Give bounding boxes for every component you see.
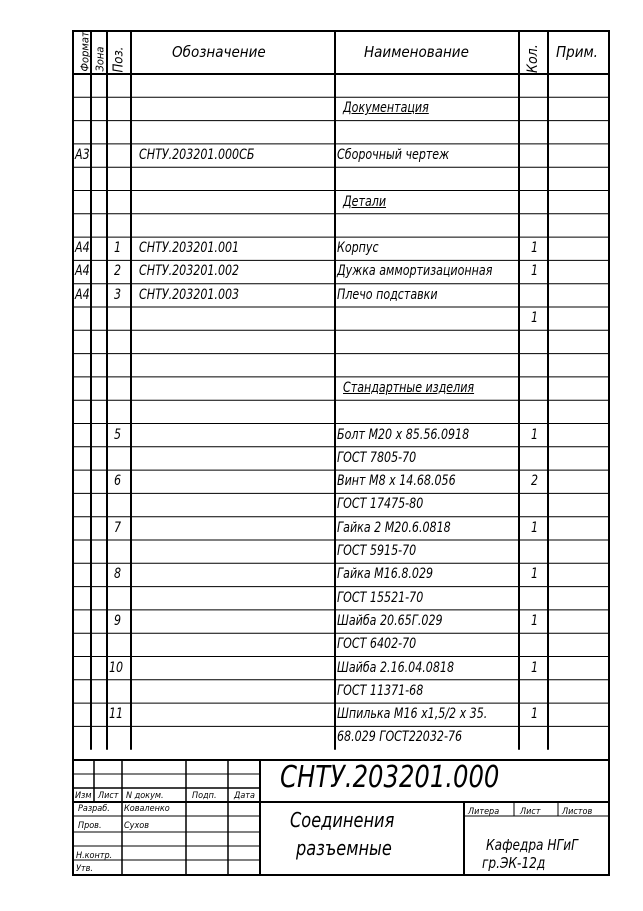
label-listov: Листов — [562, 807, 593, 817]
title-block-lines — [74, 760, 608, 874]
name-cell: Сборочный чертеж — [337, 146, 450, 163]
designation-cell: СНТУ.203201.003 — [139, 286, 240, 303]
format-cell: A4 — [75, 263, 90, 280]
designation-cell: СНТУ.203201.001 — [139, 240, 240, 257]
label-podp: Подп. — [192, 791, 217, 801]
name-cell: Документация — [343, 100, 429, 117]
label-prov: Пров. — [78, 821, 102, 831]
title-line1: Соединения — [290, 808, 395, 832]
header-designation: Обозначение — [172, 43, 266, 61]
quantity-cell: 1 — [531, 519, 539, 536]
name-cell: Гайка М16.8.029 — [337, 566, 434, 583]
name-cell: Винт М8 х 14.68.056 — [337, 473, 456, 490]
label-utv: Утв. — [76, 864, 93, 874]
table-grid-lines — [74, 32, 608, 750]
quantity-cell: 1 — [531, 310, 539, 326]
position-cell: 3 — [114, 286, 122, 303]
quantity-cell: 1 — [531, 566, 539, 583]
header-qty: Кол. — [525, 44, 541, 73]
position-cell: 11 — [109, 706, 124, 723]
format-cell: A4 — [75, 240, 90, 257]
title-block — [74, 760, 608, 874]
position-cell: 9 — [114, 612, 122, 629]
department: Кафедра НГиГ — [486, 836, 578, 854]
name-cell: ГОСТ 17475-80 — [337, 496, 424, 513]
header-format: Формат — [78, 31, 92, 72]
designation-cell: СНТУ.203201.000СБ — [139, 146, 255, 163]
name-cell: Детали — [343, 193, 387, 210]
label-ndoc: N докум. — [126, 791, 164, 801]
name-cell: Плечо подставки — [337, 286, 438, 303]
position-cell: 5 — [114, 426, 122, 443]
quantity-cell: 1 — [531, 240, 539, 257]
header-pos: Поз. — [111, 46, 127, 73]
header-note: Прим. — [556, 43, 598, 61]
quantity-cell: 1 — [531, 263, 539, 280]
group: гр.ЭК-12д — [482, 854, 546, 872]
quantity-cell: 1 — [531, 659, 539, 676]
position-cell: 1 — [114, 240, 122, 257]
name-cell: ГОСТ 6402-70 — [337, 636, 417, 653]
label-izm: Изм — [75, 791, 92, 801]
position-cell: 2 — [114, 263, 122, 280]
name-cell: Шайба 20.65Г.029 — [337, 612, 443, 629]
name-cell: ГОСТ 15521-70 — [337, 589, 424, 606]
name-cell: Дужка аммортизационная — [337, 263, 493, 280]
name-cell: Шайба 2.16.04.0818 — [337, 659, 455, 676]
name-cell: ГОСТ 5915-70 — [337, 543, 417, 559]
title-line2: разъемные — [296, 836, 392, 860]
label-razrab: Разраб. — [78, 804, 110, 814]
label-list2: Лист — [520, 807, 541, 817]
name-cell: ГОСТ 11371-68 — [337, 682, 424, 699]
name-cell: Гайка 2 М20.6.0818 — [337, 519, 451, 536]
position-cell: 8 — [114, 566, 122, 583]
razrab-name: Коваленко — [124, 804, 170, 814]
name-cell: Болт М20 х 85.56.0918 — [337, 426, 470, 443]
label-list: Лист — [98, 791, 119, 801]
header-zone: Зона — [93, 46, 107, 72]
label-nkontr: Н.контр. — [76, 851, 113, 861]
name-cell: Стандартные изделия — [343, 379, 475, 396]
position-cell: 7 — [114, 519, 122, 536]
spec-table — [74, 32, 608, 760]
label-data: Дата — [234, 791, 255, 801]
designation-cell: СНТУ.203201.002 — [139, 263, 240, 280]
document-code: СНТУ.203201.000 — [280, 760, 500, 795]
name-cell: Шпилька М16 х1,5/2 х 35. — [337, 706, 488, 723]
format-cell: A3 — [75, 146, 90, 163]
label-litera: Литера — [468, 807, 500, 817]
position-cell: 10 — [109, 659, 124, 676]
quantity-cell: 1 — [531, 706, 539, 723]
name-cell: Корпус — [337, 240, 379, 257]
header-name: Наименование — [364, 43, 469, 61]
prov-name: Сухов — [124, 821, 149, 831]
name-cell: 68.029 ГОСТ22032-76 — [337, 729, 463, 746]
name-cell: ГОСТ 7805-70 — [337, 449, 417, 466]
quantity-cell: 2 — [531, 473, 539, 490]
position-cell: 6 — [114, 473, 122, 490]
format-cell: A4 — [75, 286, 90, 303]
quantity-cell: 1 — [531, 612, 539, 629]
quantity-cell: 1 — [531, 426, 539, 443]
